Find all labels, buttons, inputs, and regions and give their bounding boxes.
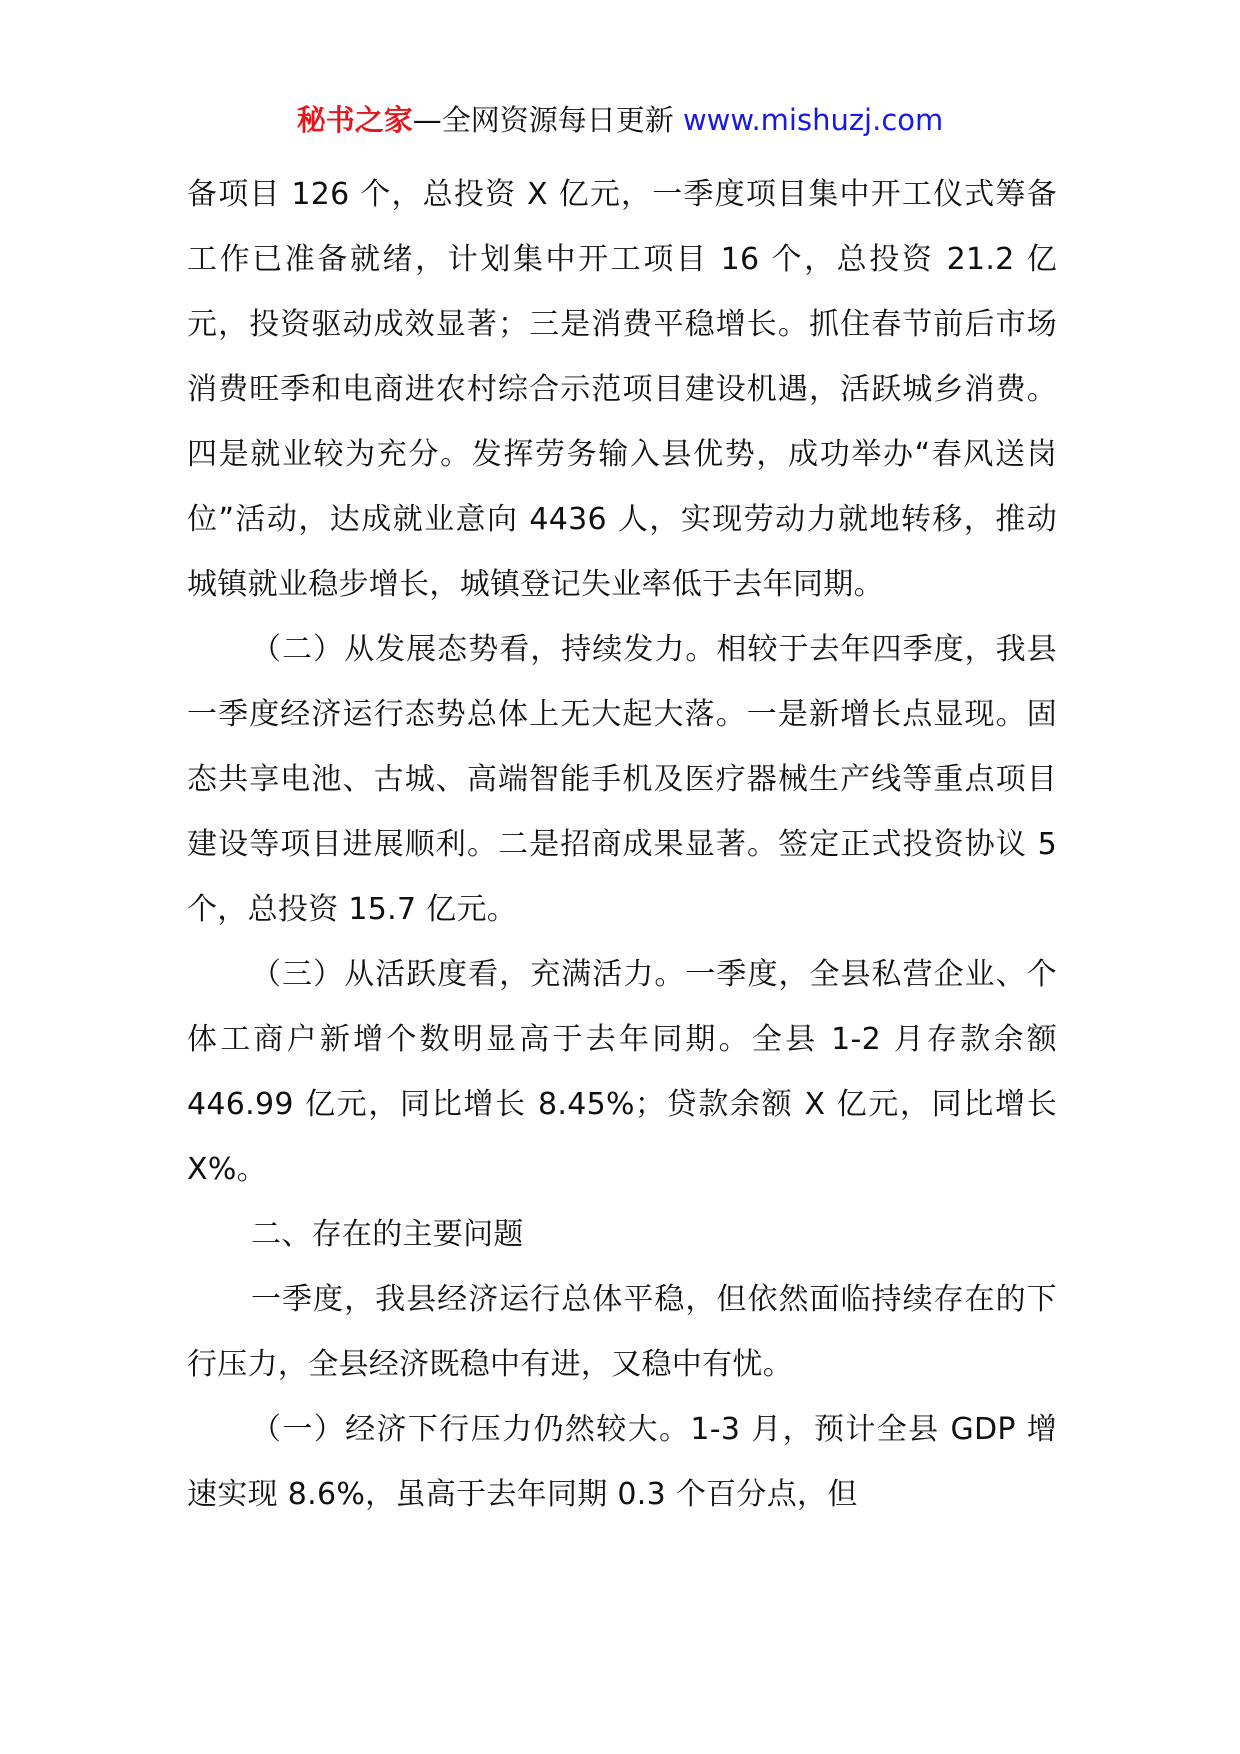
paragraph-1: 备项目 126 个，总投资 X 亿元，一季度项目集中开工仪式筹备工作已准备就绪，计划集中开工项目 16 个，总投资 21.2 亿元，投资驱动成效显著；三是消费平稳增长。抓住春节前后市场消费旺季和电商进农村综合示范项目建设机遇，活跃城乡消费。四是就业较为充分。发挥劳务输入县优势，成功举办“春风送岗位”活动，达成就业意向 4436 人，实现劳动力就地转移，推动城镇就业稳步增长，城镇登记失业率低于去年同期。: [187, 177, 1057, 602]
header-tagline: —全网资源每日更新: [412, 103, 683, 137]
section-heading-problems: 二、存在的主要问题: [251, 1217, 524, 1252]
site-url-link[interactable]: www.mishuzj.com: [682, 103, 944, 137]
paragraph-5: （一）经济下行压力仍然较大。1-3 月，预计全县 GDP 增速实现 8.6%，虽高于去年同期 0.3 个百分点，但: [187, 1412, 1057, 1512]
document-body: [187, 162, 1057, 1527]
brand-name: 秘书之家: [296, 103, 413, 137]
paragraph-4: 一季度，我县经济运行总体平稳，但依然面临持续存在的下行压力，全县经济既稳中有进，又稳中有忧。: [187, 1282, 1057, 1382]
site-header: [0, 100, 1240, 140]
paragraph-2: （二）从发展态势看，持续发力。相较于去年四季度，我县一季度经济运行态势总体上无大起大落。一是新增长点显现。固态共享电池、古城、高端智能手机及医疗器械生产线等重点项目建设等项目进展顺利。二是招商成果显著。签定正式投资协议 5 个，总投资 15.7 亿元。: [187, 632, 1057, 927]
paragraph-3: （三）从活跃度看，充满活力。一季度，全县私营企业、个体工商户新增个数明显高于去年同期。全县 1-2 月存款余额 446.99 亿元，同比增长 8.45%；贷款余额 X 亿元，同比增长 X%。: [187, 957, 1057, 1187]
